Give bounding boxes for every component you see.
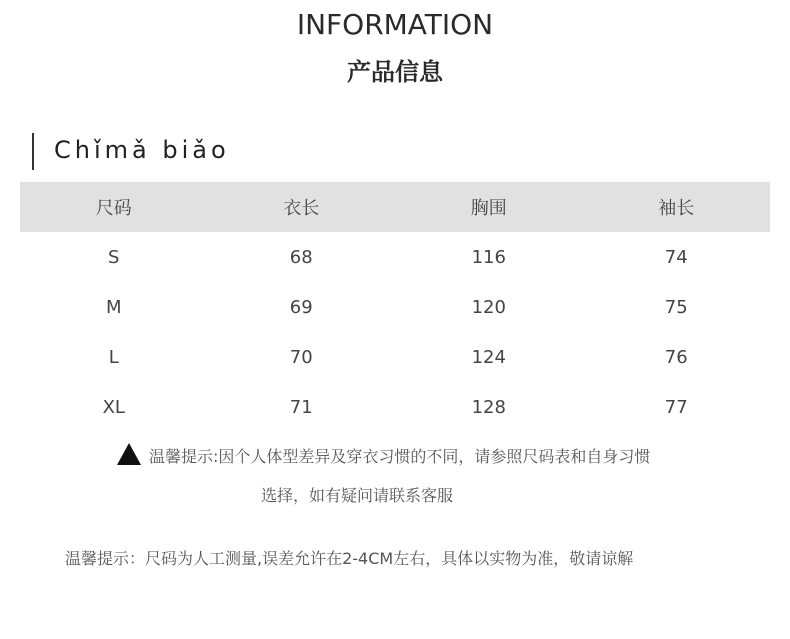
title-en: INFORMATION: [296, 8, 494, 41]
size-table: [20, 182, 770, 432]
table-cell: 69: [289, 296, 313, 318]
table-cell: 71: [289, 396, 313, 418]
table-cell: 75: [664, 296, 688, 318]
column-header-length: 衣长: [208, 182, 396, 232]
notice-line-2: 选择，如有疑问请联系客服: [261, 486, 454, 505]
table-cell: 68: [289, 246, 313, 268]
section-title: Chǐmǎ biǎo: [54, 136, 230, 164]
notice-line-1: 温馨提示:因个人体型差异及穿衣习惯的不同，请参照尺码表和自身习惯: [149, 447, 651, 466]
table-row: [20, 232, 770, 282]
footer-note: 温馨提示：尺码为人工测量,误差允许在2-4CM左右，具体以实物为准，敬请谅解: [65, 549, 634, 568]
warning-triangle-icon: [117, 443, 141, 465]
table-cell: 74: [664, 246, 688, 268]
column-header-size: 尺码: [20, 182, 208, 232]
table-row: [20, 382, 770, 432]
table-cell: M: [105, 296, 122, 318]
table-row: [20, 282, 770, 332]
table-cell: S: [108, 246, 120, 268]
section-bar: [32, 133, 34, 170]
table-cell: 124: [471, 346, 506, 368]
table-cell: 128: [471, 396, 506, 418]
table-cell: L: [108, 346, 119, 368]
table-cell: XL: [102, 396, 125, 418]
column-header-sleeve: 袖长: [583, 182, 771, 232]
column-header-chest: 胸围: [395, 182, 583, 232]
table-cell: 76: [664, 346, 688, 368]
table-cell: 77: [664, 396, 688, 418]
table-cell: 120: [471, 296, 506, 318]
table-cell: 116: [471, 246, 506, 268]
table-row: [20, 332, 770, 382]
title-cn: 产品信息: [347, 58, 443, 86]
table-cell: 70: [289, 346, 313, 368]
table-header-row: [20, 182, 770, 232]
